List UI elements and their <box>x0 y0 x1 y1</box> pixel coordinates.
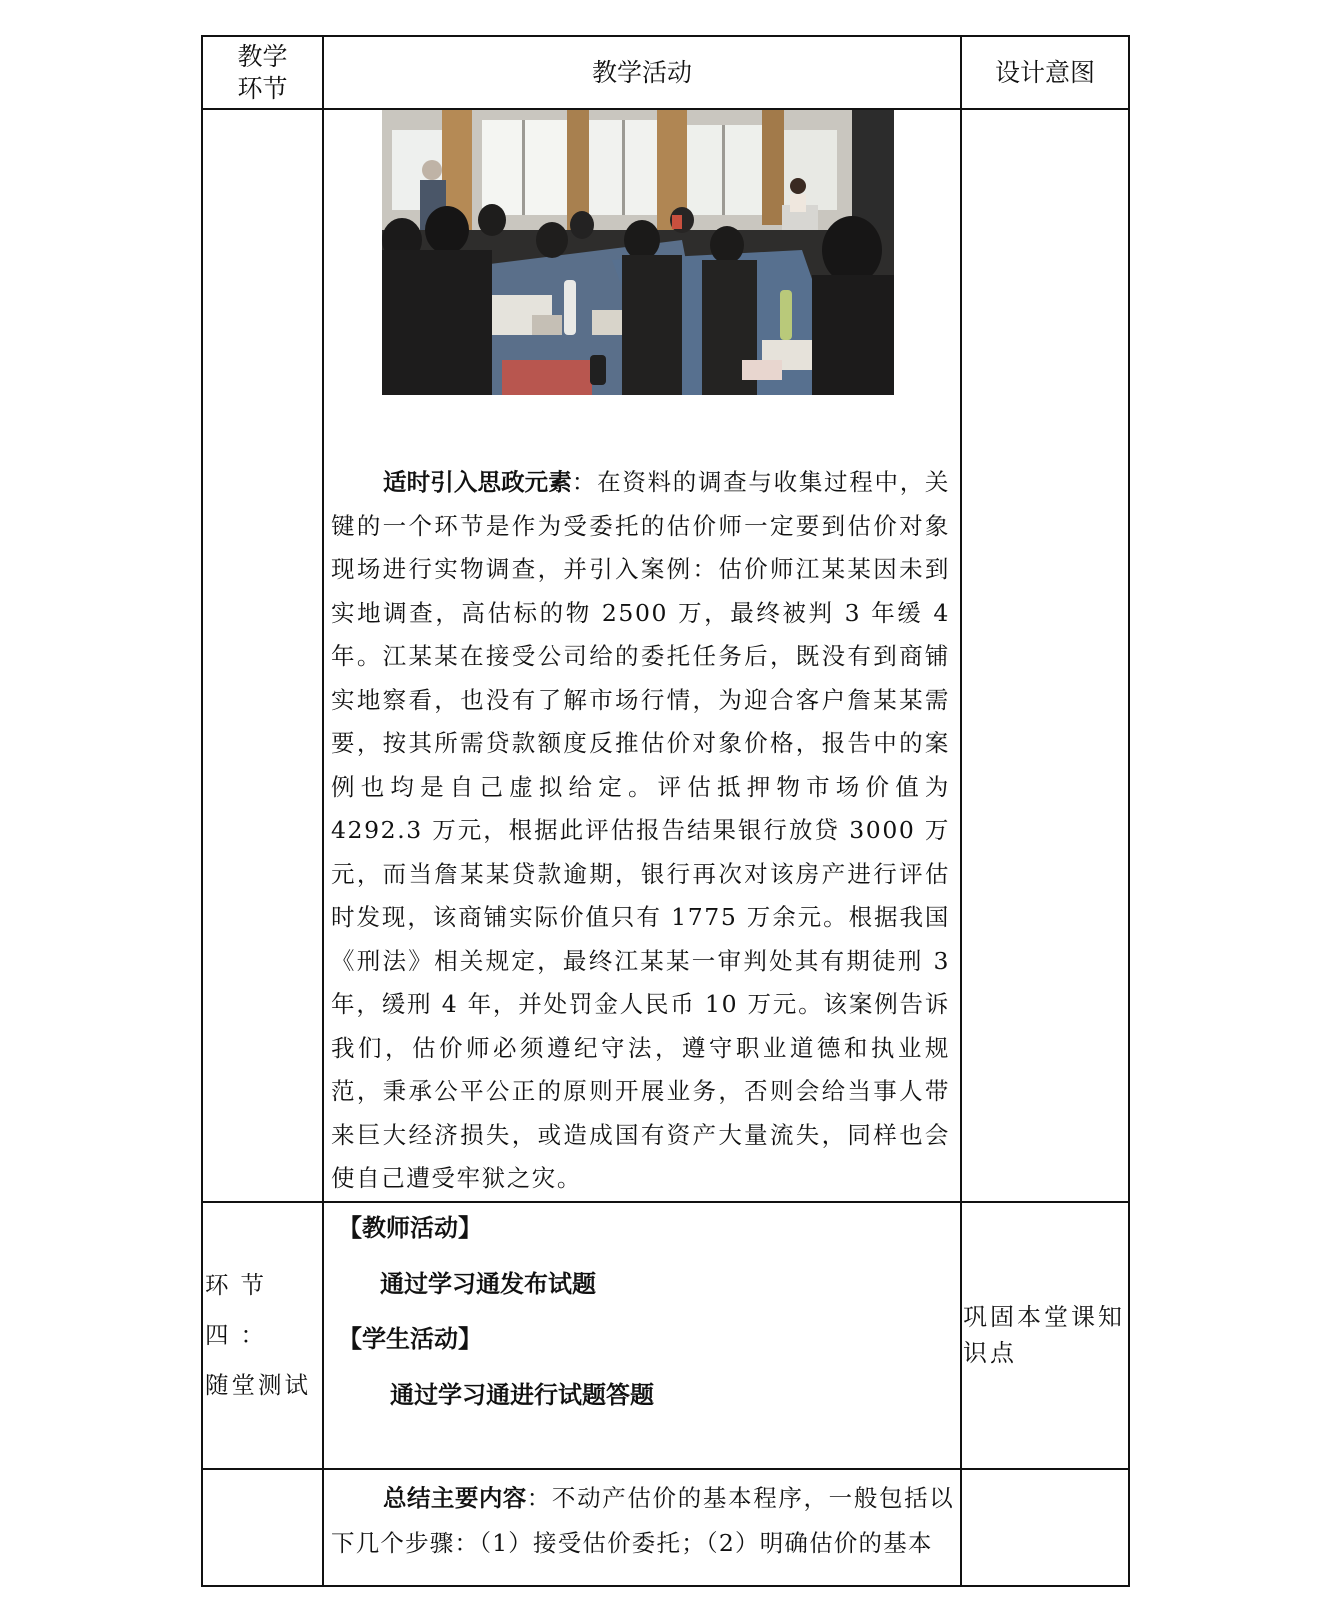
summary-body: ：不动产估价的基本程序，一般包括以下几个步骤：（1）接受估价委托；（2）明确估价的基本 <box>331 1483 955 1557</box>
summary-activity-cell <box>323 1469 961 1586</box>
case-stage-cell <box>202 109 323 1202</box>
classroom-photo-icon <box>382 110 894 395</box>
header-intent: 设计意图 <box>961 36 1129 109</box>
quiz-stage-line-1: 环节四： <box>205 1271 276 1349</box>
summary-stage-cell <box>202 1469 323 1586</box>
table-header-row <box>202 36 1129 109</box>
quiz-stage-cell <box>202 1202 323 1469</box>
summary-intent-cell <box>961 1469 1129 1586</box>
quiz-stage-line-2: 随堂测试 <box>205 1371 311 1399</box>
summary-lead: 总结主要内容 <box>383 1483 527 1512</box>
summary-paragraph <box>331 1476 954 1566</box>
lesson-plan-table <box>201 35 1130 1587</box>
case-lead: 适时引入思政元素 <box>383 468 572 496</box>
teacher-activity-body: 通过学习通发布试题 <box>380 1269 596 1298</box>
header-stage-label: 教学环节 <box>237 41 288 103</box>
student-activity-heading: 【学生活动】 <box>338 1324 482 1353</box>
teacher-activity-heading: 【教师活动】 <box>338 1213 482 1242</box>
case-study-row <box>202 109 1129 1202</box>
case-paragraph <box>331 461 950 1201</box>
case-intent-cell <box>961 109 1129 1202</box>
header-stage <box>202 36 323 109</box>
summary-row <box>202 1469 1129 1586</box>
quiz-intent-cell: 巩固本堂课知识点 <box>961 1202 1129 1469</box>
case-activity-cell <box>323 109 961 1202</box>
header-activity: 教学活动 <box>323 36 961 109</box>
quiz-row <box>202 1202 1129 1469</box>
case-body: ：在资料的调查与收集过程中，关键的一个环节是作为受委托的估价师一定要到估价对象现场进行实物调查，并引入案例：估价师江某某因未到实地调查，高估标的物 2500 万，最终被判 3 年缓 4 年。江某某在接受公司给的委托任务后，既没有到商铺实地察看，也没有了解市场行情，为迎合客户詹某某需要，按其所需贷款额度反推估价对象价格，报告中的案例也均是自己虚拟给定。评估抵押物市场价值为 4292.3 万元，根据此评估报告结果银行放贷 3000 万元，而当詹某某贷款逾期，银行再次对该房产进行评估时发现，该商铺实际价值只有 1775 万余元。根据我国《刑法》相关规定，最终江某某一审判处其有期徒刑 3 年，缓刑 4 年，并处罚金人民币 10 万元。该案例告诉我们，估价师必须遵纪守法，遵守职业道德和执业规范，秉承公平公正的原则开展业务，否则会给当事人带来巨大经济损失，或造成国有资产大量流失，同样也会使自己遭受牢狱之灾。 <box>331 468 951 1192</box>
quiz-activity-cell <box>323 1202 961 1469</box>
student-activity-body: 通过学习通进行试题答题 <box>390 1380 654 1409</box>
